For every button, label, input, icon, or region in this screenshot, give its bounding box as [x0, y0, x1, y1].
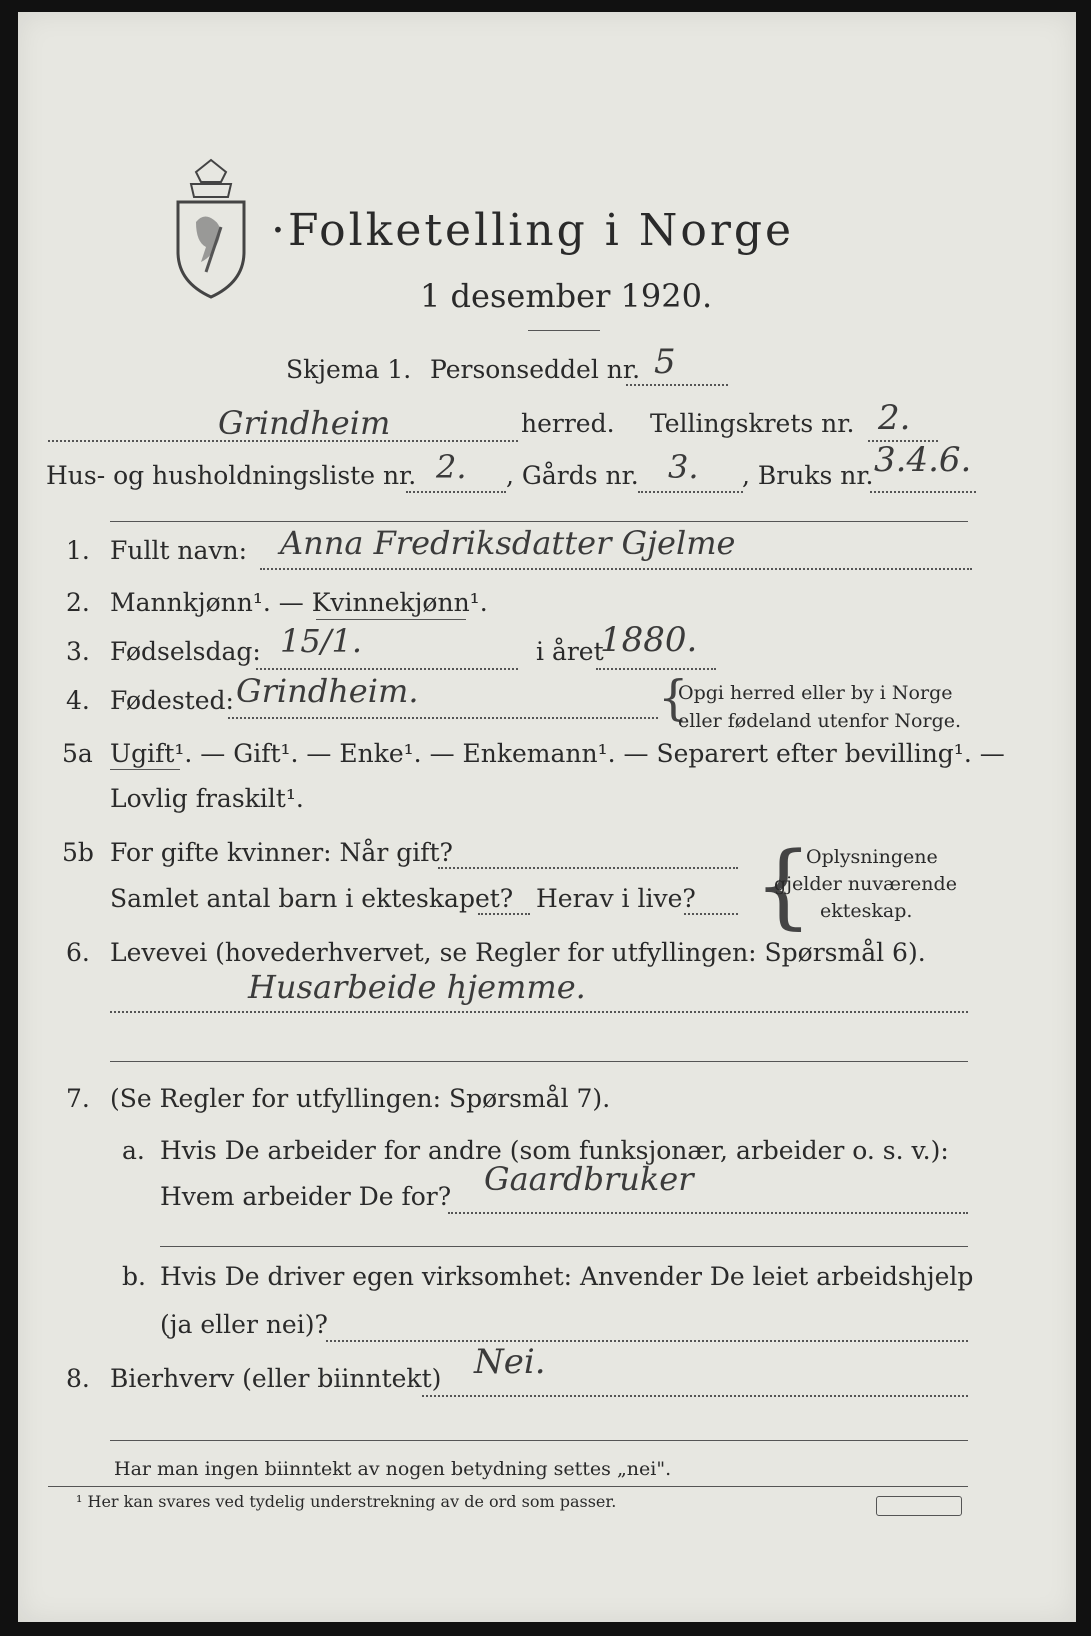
- q6-number: 6.: [66, 938, 90, 967]
- marriage-note-1: Oplysningene: [806, 846, 938, 868]
- q3-label: Fødselsdag:: [110, 637, 261, 666]
- census-form: ·Folketelling i Norge 1 desember 1920. Skjema 1. Personseddel nr. 5 Grindheim herred. Tellingskrets nr. 2. Hus- og husholdningsliste nr. 2. , Gårds nr. 3. , Bruks nr. 3.4.6. 1. Fullt navn: Anna Fredriksdatter Gjelme 2. Mannkjønn¹. — Kvinnekjønn¹. 3. Fødselsdag: 15/1. i året 1880. 4. Fødested: Grindheim. { Opgi herred eller by i Norge eller fødeland utenfor Norge. 5a Ugift¹. — Gift¹. — Enke¹. — Enkemann¹. — Separert efter bevilling¹. — Lovlig fraskilt¹. 5b For gifte kvinner: Når gift? Samlet antal barn i ekteskapet? Herav i live? { Oplysningene gjelder nuværende ekteskap. 6. Levevei (hovederhvervet, se Regler for utfyllingen: Spørsmål 6). Husarbeide hjemme. 7. (Se Regler for utfyllingen: Spørsmål 7). a. Hvis De arbeider for andre (som funksjonær, arbeider o. s. v.): Hvem arbeider De for? Gaardbruker b. Hvis De driver egen virksomhet: Anvender De leiet arbeidshjelp (ja eller nei)? 8. Bierhverv (eller biinntekt) Nei. Har man ingen biinntekt av nogen betydning settes „nei". ¹ Her kan svares ved tydelig understrekning av de ord som passer.: [18, 12, 1076, 1622]
- occupation-value[interactable]: Husarbeide hjemme.: [248, 968, 586, 1006]
- children-field[interactable]: [478, 913, 530, 915]
- full-name-value[interactable]: Anna Fredriksdatter Gjelme: [280, 524, 736, 562]
- bruks-value[interactable]: 3.4.6.: [874, 440, 972, 480]
- gender-options[interactable]: Mannkjønn¹. — Kvinnekjønn¹.: [110, 588, 488, 617]
- section-divider: [110, 521, 968, 522]
- ja-nei-label: (ja eller nei)?: [160, 1310, 328, 1339]
- q4-label: Fødested:: [110, 686, 234, 715]
- q7-number: 7.: [66, 1084, 90, 1113]
- nei-note: Har man ingen biinntekt av nogen betydning settes „nei".: [114, 1458, 672, 1480]
- marriage-note-2: gjelder nuværende: [774, 873, 957, 895]
- employer-line-2[interactable]: [160, 1246, 968, 1247]
- personseddel-value[interactable]: 5: [654, 342, 676, 382]
- q8-label: Bierhverv (eller biinntekt): [110, 1364, 442, 1393]
- q4-number: 4.: [66, 686, 90, 715]
- birthplace-value[interactable]: Grindheim.: [236, 672, 419, 710]
- gards-label: , Gårds nr.: [506, 461, 639, 490]
- when-married-field[interactable]: [438, 867, 738, 869]
- q8-number: 8.: [66, 1364, 90, 1393]
- footnote: ¹ Her kan svares ved tydelig understrekning av de ord som passer.: [76, 1492, 617, 1511]
- tellingskrets-label: Tellingskrets nr.: [650, 409, 855, 438]
- q5a-number: 5a: [62, 739, 93, 768]
- q2-number: 2.: [66, 588, 90, 617]
- birth-year-value[interactable]: 1880.: [600, 620, 698, 660]
- ja-nei-field[interactable]: [326, 1340, 968, 1342]
- gards-value[interactable]: 3.: [668, 448, 699, 486]
- employer-value[interactable]: Gaardbruker: [484, 1160, 694, 1198]
- alive-label: Herav i live?: [536, 884, 696, 913]
- divider: [528, 330, 600, 331]
- printer-stamp-icon: [876, 1496, 962, 1516]
- tellingskrets-value[interactable]: 2.: [878, 398, 911, 438]
- q1-number: 1.: [66, 536, 90, 565]
- birthplace-note-2: eller fødeland utenfor Norge.: [678, 710, 962, 732]
- q7-label: (Se Regler for utfyllingen: Spørsmål 7).: [110, 1084, 611, 1113]
- q5b-number: 5b: [62, 838, 94, 867]
- husliste-value[interactable]: 2.: [436, 448, 467, 486]
- alive-field[interactable]: [684, 913, 738, 915]
- herred-value[interactable]: Grindheim: [218, 404, 391, 442]
- q7a-number: a.: [122, 1136, 145, 1165]
- kvinnekjonn-underline: [316, 619, 466, 620]
- norway-coat-of-arms-icon: [166, 152, 256, 302]
- occupation-line-2[interactable]: [110, 1061, 968, 1062]
- personseddel-label: Personseddel nr.: [430, 355, 641, 384]
- schema-label: Skjema 1.: [286, 355, 412, 384]
- bruks-label: , Bruks nr.: [742, 461, 874, 490]
- ugift-underline: [110, 769, 180, 770]
- marital-status-options-2[interactable]: Lovlig fraskilt¹.: [110, 784, 304, 813]
- census-date: 1 desember 1920.: [420, 277, 713, 315]
- birthday-value[interactable]: 15/1.: [280, 622, 363, 660]
- husliste-label: Hus- og husholdningsliste nr.: [46, 461, 417, 490]
- q7a-label: Hvis De arbeider for andre (som funksjonær, arbeider o. s. v.):: [160, 1136, 949, 1165]
- when-married-label: For gifte kvinner: Når gift?: [110, 838, 453, 867]
- herred-label: herred.: [521, 409, 615, 438]
- birthplace-note-1: Opgi herred eller by i Norge: [678, 682, 953, 704]
- form-title: ·Folketelling i Norge: [271, 205, 795, 256]
- side-income-value[interactable]: Nei.: [474, 1342, 546, 1382]
- q6-label: Levevei (hovederhvervet, se Regler for utfyllingen: Spørsmål 6).: [110, 938, 926, 967]
- side-income-line-2[interactable]: [110, 1440, 968, 1441]
- marriage-note-3: ekteskap.: [820, 900, 913, 922]
- q1-label: Fullt navn:: [110, 536, 248, 565]
- marital-status-options[interactable]: Ugift¹. — Gift¹. — Enke¹. — Enkemann¹. — Separert efter bevilling¹. —: [110, 739, 1005, 768]
- employer-label: Hvem arbeider De for?: [160, 1182, 452, 1211]
- children-label: Samlet antal barn i ekteskapet?: [110, 884, 514, 913]
- q7b-label: Hvis De driver egen virksomhet: Anvender De leiet arbeidshjelp: [160, 1262, 974, 1291]
- q7b-number: b.: [122, 1262, 146, 1291]
- year-label: i året: [536, 637, 604, 666]
- q3-number: 3.: [66, 637, 90, 666]
